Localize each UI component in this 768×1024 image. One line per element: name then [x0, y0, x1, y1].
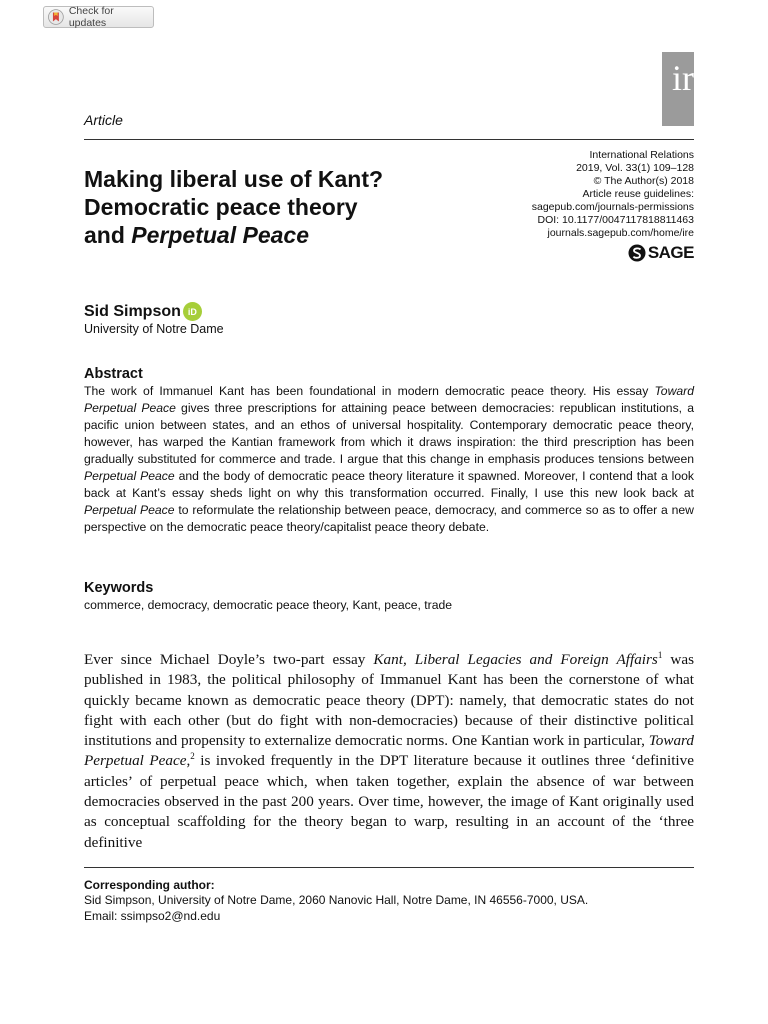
doi-link[interactable]: DOI: 10.1177/0047117818811463: [537, 214, 694, 226]
title-line-3-plain: and: [84, 222, 132, 248]
orcid-label: iD: [187, 306, 197, 317]
permissions-link[interactable]: sagepub.com/journals-permissions: [531, 201, 694, 213]
reuse-guidelines-label: Article reuse guidelines:: [582, 188, 694, 200]
orcid-icon[interactable]: [183, 302, 202, 321]
author-name: Sid Simpson: [84, 302, 181, 320]
keywords-list: commerce, democracy, democratic peace theory, Kant, peace, trade: [84, 598, 453, 612]
check-for-updates-button[interactable]: [43, 6, 154, 28]
journal-name: International Relations: [589, 149, 694, 161]
journal-info: [532, 149, 694, 240]
copyright-line: © The Author(s) 2018: [593, 175, 694, 187]
journal-logo: [662, 52, 694, 126]
journal-volume: 2019, Vol. 33(1) 109–128: [576, 162, 694, 174]
bookmark-ribbon-icon: [48, 9, 64, 25]
journal-homepage-link[interactable]: journals.sagepub.com/home/ire: [547, 227, 694, 239]
abstract-heading: Abstract: [84, 366, 143, 382]
article-type-label: Article: [84, 112, 123, 128]
footnote-ref-2[interactable]: 2: [190, 751, 195, 762]
ir-logo-icon: [662, 52, 694, 126]
check-for-updates-label: Check for updates: [68, 5, 114, 29]
author-affiliation: University of Notre Dame: [84, 322, 224, 336]
footnote-ref-1[interactable]: 1: [657, 649, 663, 660]
title-line-1: Making liberal use of Kant?: [84, 166, 384, 192]
header-divider: [84, 139, 694, 140]
footer-divider: [84, 867, 694, 868]
sage-s-icon: [628, 244, 646, 262]
title-line-2: Democratic peace theory: [84, 194, 358, 220]
article-title: [84, 165, 484, 249]
title-line-3-italic: Perpetual Peace: [131, 222, 309, 248]
publisher-name: SAGE: [647, 243, 694, 262]
keywords-heading: Keywords: [84, 580, 154, 596]
abstract-text: The work of Immanuel Kant has been foundational in modern democratic peace theory. His essay Toward Perpetual Peace gives three prescriptions for attaining peace between democracies: republican institutions, a pacific union between states, and an ethos of universal hospitality. Contemporary democratic peace theory, however, has warped the Kantian framework from which it draws inspiration: the third prescription has been gradually substituted for commerce and trade. I argue that this change in emphasis produces tensions between Perpetual Peace and the body of democratic peace theory literature it spawned. Moreover, I contend that a look back at Kant’s essay sheds light on why this transformation occurred. Finally, I use this new look back at Perpetual Peace to reformulate the relationship between peace, democracy, and commerce so as to offer a new perspective on the democratic peace theory/capitalist peace theory debate.: [84, 384, 694, 534]
publisher-logo: [628, 243, 694, 263]
author-line: [84, 302, 202, 321]
corresponding-author-heading: Corresponding author:: [84, 878, 215, 892]
svg-text:ir: ir: [672, 58, 694, 98]
body-paragraph: Ever since Michael Doyle’s two-part essay Kant, Liberal Legacies and Foreign Affairs$^1$ was published in 1983, the political philosophy of Immanuel Kant has been the cornerstone of what quickly became known as democratic peace theory (DPT): namely, that democratic states do not fight with each other (but do fight with non-democracies) because of their distinctive political institutions and propensity to externalize democratic norms. One Kantian work in particular, Toward Perpetual Peace,$^2$ is invoked frequently in the DPT literature because it outlines three ‘definitive articles’ of perpetual peace which, when taken together, explain the absence of war between democracies observed in the past 200 years. Over time, however, the image of Kant originally used as conceptual scaffolding for the theory began to warp, resulting in an account of the ‘three definitive: [84, 649, 694, 851]
corresponding-address: Sid Simpson, University of Notre Dame, 2060 Nanovic Hall, Notre Dame, IN 46556-7000, USA.: [84, 893, 589, 907]
corresponding-email[interactable]: Email: ssimpso2@nd.edu: [84, 909, 221, 923]
